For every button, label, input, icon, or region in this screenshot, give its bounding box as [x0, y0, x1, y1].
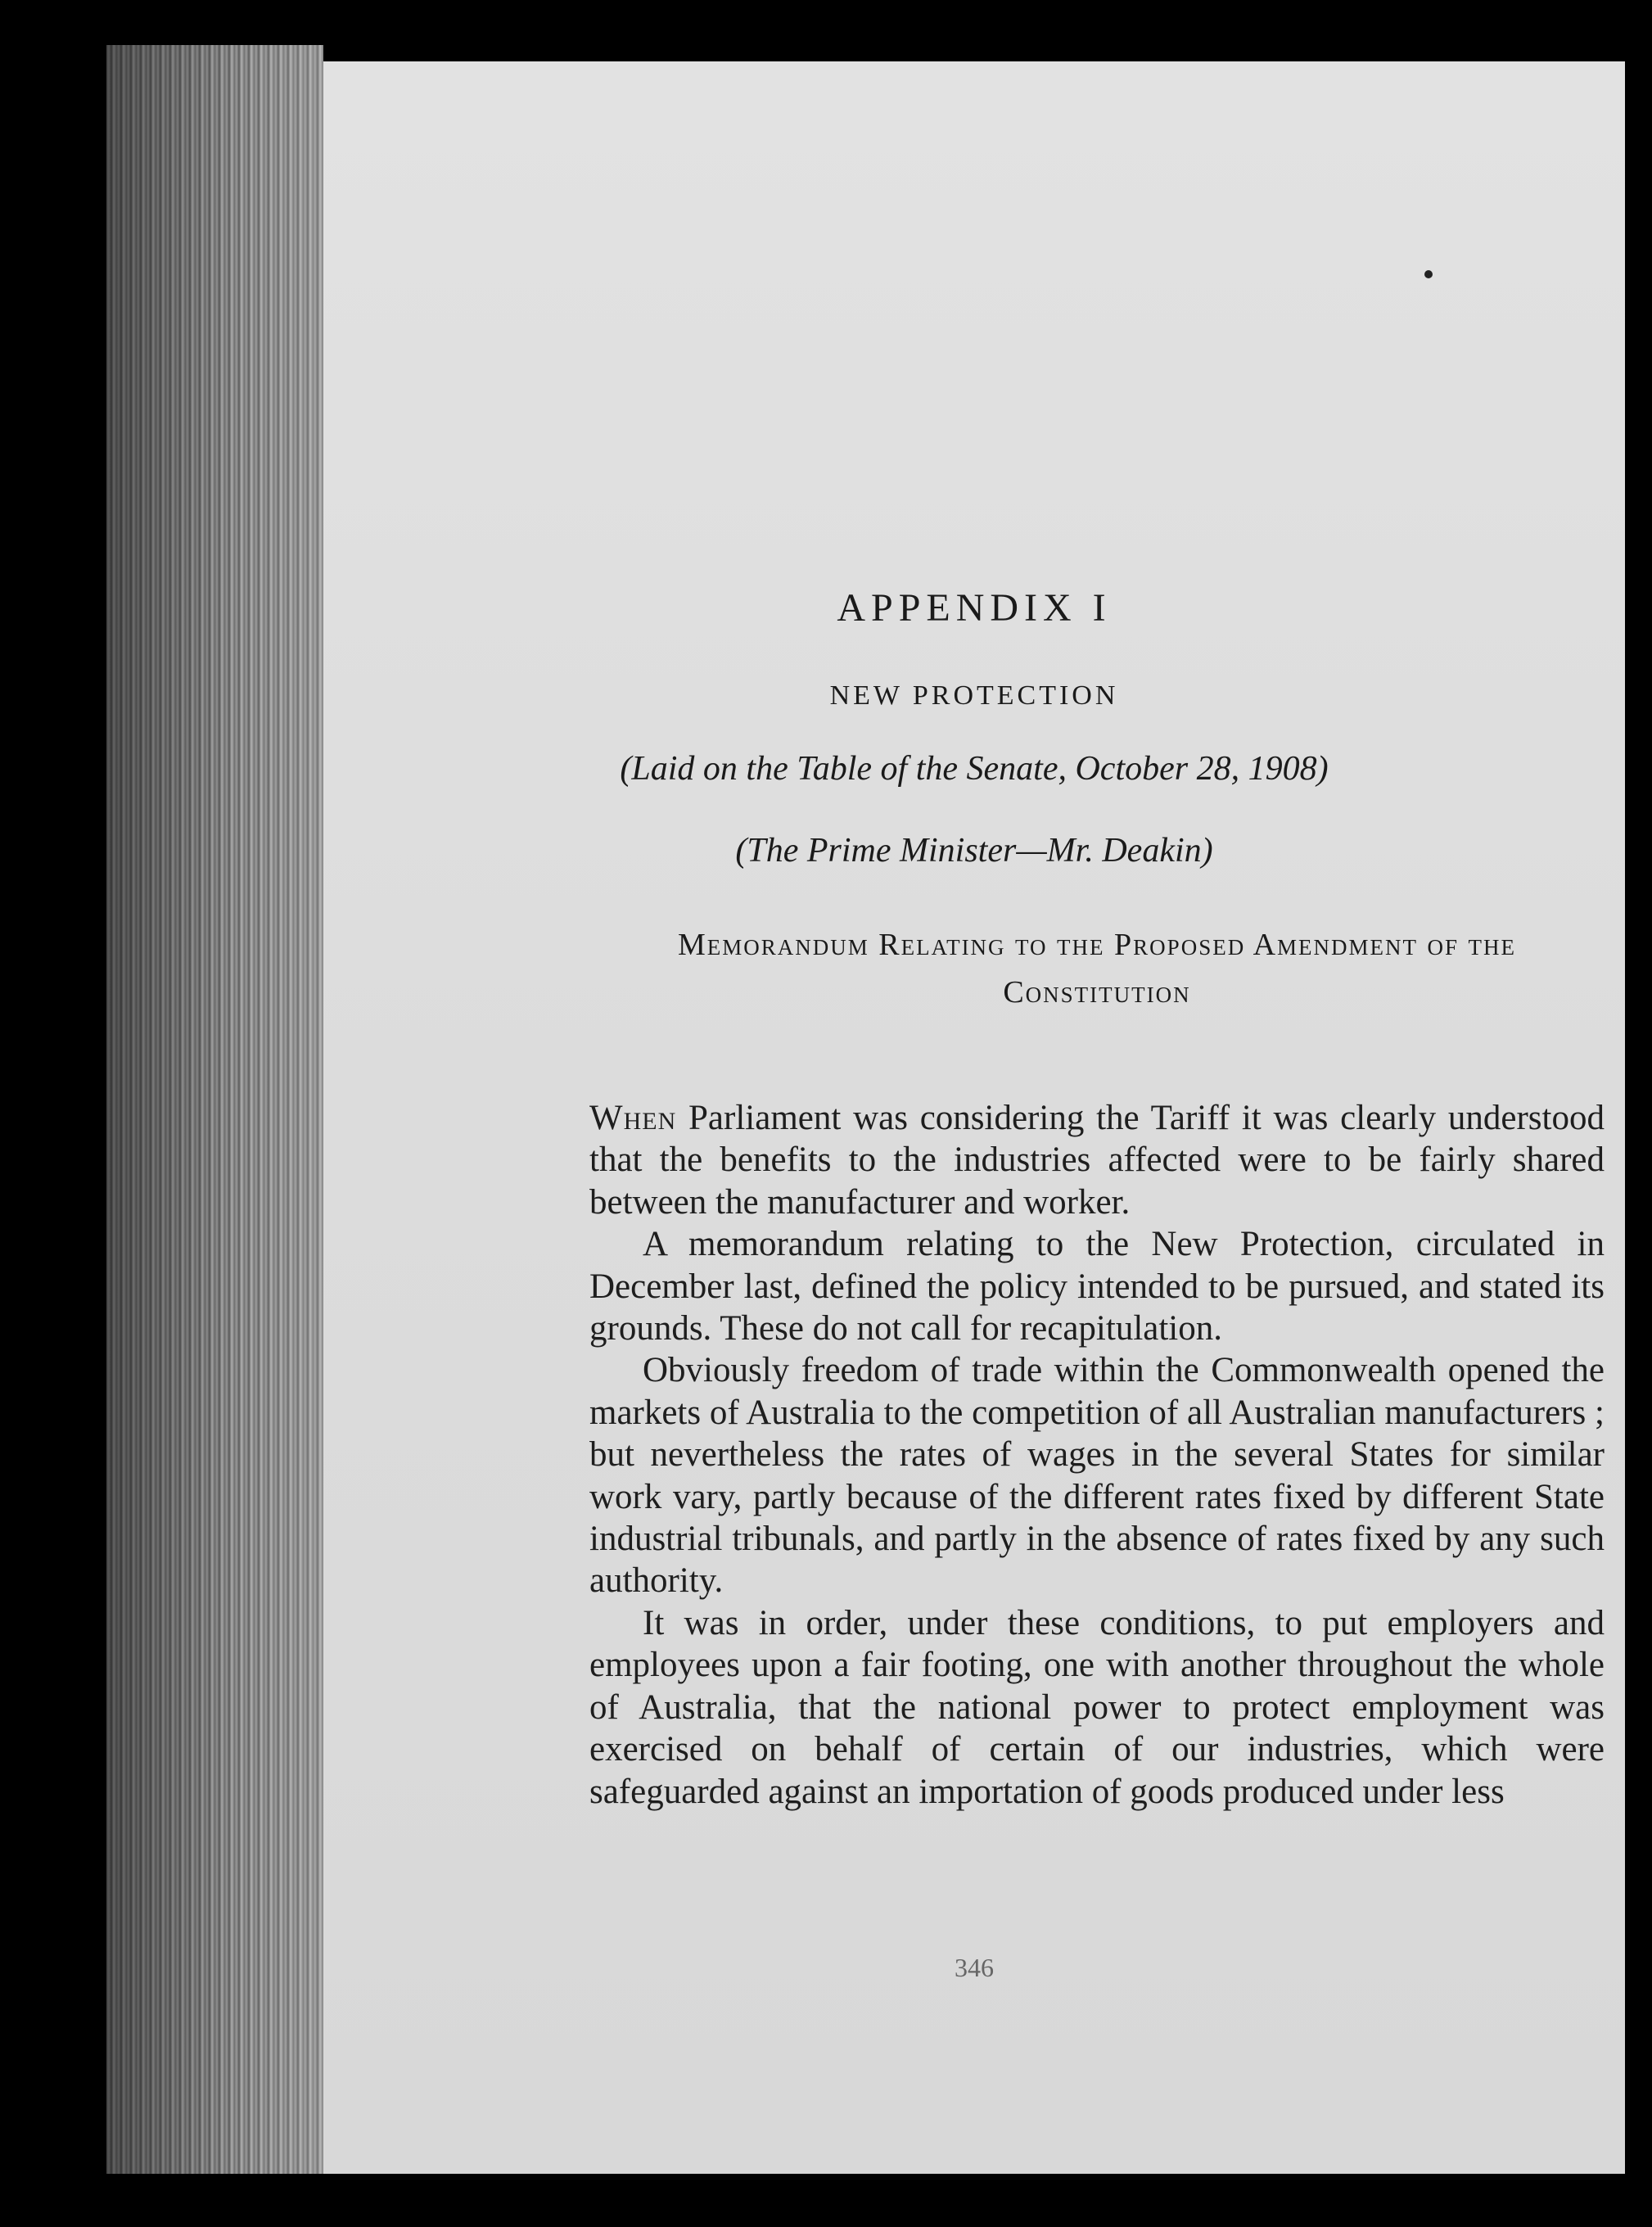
appendix-title: APPENDIX I	[837, 586, 1112, 630]
minister-note: (The Prime Minister—Mr. Deakin)	[735, 832, 1213, 870]
memorandum-title: Memorandum Relating to the Proposed Amendment of the Constitution	[677, 928, 1517, 1010]
page-number: 346	[955, 1953, 994, 1982]
paragraph: Obviously freedom of trade within the Commonwealth opened the markets of Australia to the competition of all Australian manufacturers ; but nevertheless the rates of wages in the several States for similar work vary, partly because of the different rates fixed by different State industrial tribunals, and partly in the absence of rates fixed by any such authority.	[589, 1351, 1605, 1601]
paragraph-text: Parliament was considering the Tariff it was clearly understood that the benefits to the industries affected were to be fairly shared between the manufacturer and worker.	[589, 1099, 1605, 1222]
tabled-note: (Laid on the Table of the Senate, October 28, 1908)	[620, 750, 1329, 788]
paragraph: It was in order, under these conditions, to put employers and employees upon a fair footing, one with another throughout the whole of Australia, that the national power to protect employment was exercised on behalf of certain of our industries, which were safeguarded against an importation of goods produced under less	[589, 1603, 1605, 1811]
paragraph: A memorandum relating to the New Protection, circulated in December last, defined the policy intended to be pursued, and stated its grounds. These do not call for recapitulation.	[589, 1225, 1605, 1348]
body-text	[589, 1097, 1605, 1813]
ink-speck	[1424, 270, 1433, 278]
paragraph-lead-word: When	[589, 1099, 677, 1137]
book-page-edges	[106, 45, 323, 2174]
book-page	[323, 61, 1625, 2174]
paragraph	[589, 1097, 1605, 1223]
section-title: NEW PROTECTION	[829, 680, 1119, 711]
